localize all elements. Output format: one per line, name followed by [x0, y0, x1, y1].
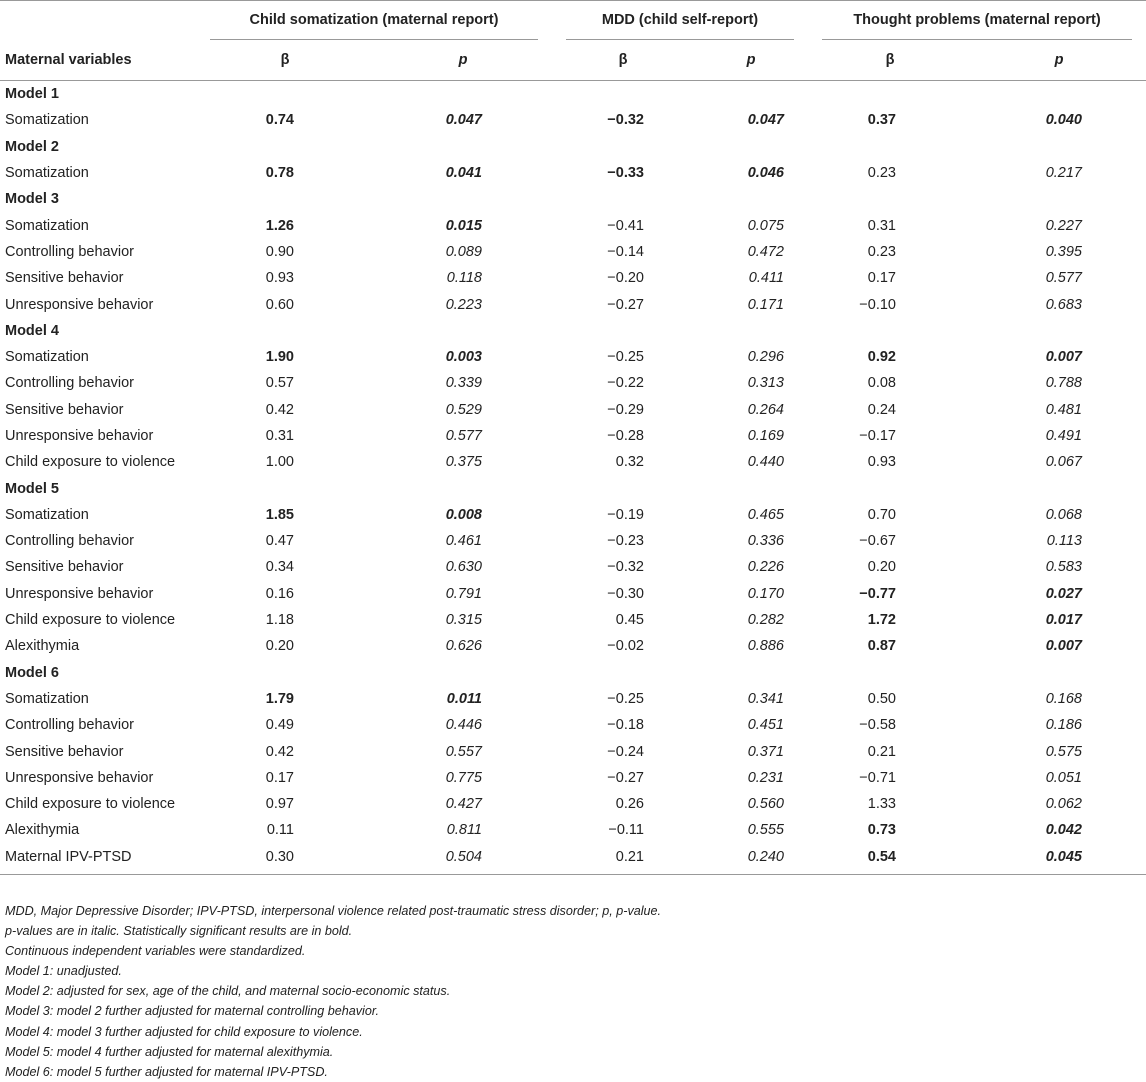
beta-cell: −0.58 — [859, 717, 896, 734]
variable-label: Sensitive behavior — [5, 743, 124, 760]
p-value-cell: 0.339 — [445, 375, 482, 392]
variable-label: Somatization — [5, 165, 89, 182]
beta-cell: 0.16 — [265, 585, 294, 602]
beta-cell: −0.29 — [607, 401, 644, 418]
beta-cell: 0.21 — [867, 743, 896, 760]
beta-cell: −0.22 — [607, 375, 644, 392]
beta-cell: 0.42 — [265, 743, 294, 760]
p-value-cell: 0.395 — [1045, 243, 1082, 260]
table-row — [0, 581, 1146, 607]
p-value-cell: 0.575 — [1045, 743, 1082, 760]
beta-cell: 0.32 — [615, 454, 644, 471]
group-header-thought-problems — [808, 0, 1146, 40]
variable-label: Somatization — [5, 112, 89, 129]
model-header-row — [0, 660, 1146, 686]
beta-cell: −0.67 — [859, 533, 896, 550]
beta-cell: 0.47 — [265, 533, 294, 550]
beta-cell: 0.50 — [867, 690, 896, 707]
table-body — [0, 81, 1146, 875]
p-value-cell: 0.113 — [1046, 533, 1082, 550]
p-value-cell: 0.411 — [748, 270, 784, 287]
p-value-cell: 0.011 — [446, 690, 482, 707]
variable-label: Unresponsive behavior — [5, 296, 154, 313]
beta-header: β — [552, 40, 694, 81]
p-value-cell: 0.577 — [445, 428, 482, 444]
footnote-line: Model 2: adjusted for sex, age of the child, and maternal socio-economic status. — [5, 984, 451, 999]
beta-cell: 0.24 — [867, 401, 896, 418]
variable-label: Controlling behavior — [5, 533, 134, 550]
p-value-cell: 0.791 — [445, 585, 482, 602]
beta-cell: −0.32 — [607, 112, 644, 129]
beta-cell: 0.20 — [265, 638, 294, 655]
beta-cell: 0.73 — [867, 822, 896, 839]
p-value-cell: 0.440 — [747, 454, 784, 471]
p-value-cell: 0.047 — [445, 112, 482, 129]
p-value-cell: 0.465 — [747, 506, 784, 523]
beta-cell: −0.27 — [607, 296, 644, 313]
beta-cell: 0.57 — [265, 375, 294, 392]
beta-cell: −0.20 — [607, 270, 644, 287]
beta-header: β — [808, 40, 972, 81]
table-row — [0, 528, 1146, 554]
beta-cell: −0.33 — [607, 165, 644, 182]
p-value-cell: 0.003 — [445, 349, 482, 366]
beta-cell: 0.78 — [265, 165, 294, 182]
p-value-cell: 0.313 — [747, 375, 784, 392]
p-value-cell: 0.227 — [1045, 217, 1082, 234]
table-row — [0, 686, 1146, 712]
group-title: Child somatization (maternal report) — [249, 12, 499, 28]
p-header: p — [374, 40, 552, 81]
beta-cell: 0.70 — [867, 506, 896, 523]
beta-cell: 0.20 — [867, 559, 896, 576]
p-value-cell: 0.045 — [972, 844, 1146, 875]
variable-label: Somatization — [5, 349, 89, 366]
p-value-cell: 0.223 — [445, 296, 482, 313]
model-title: Model 4 — [5, 322, 59, 339]
variable-label: Unresponsive behavior — [5, 428, 154, 444]
p-value-cell: 0.775 — [445, 769, 482, 786]
beta-cell: 0.74 — [265, 112, 294, 129]
table-row — [0, 765, 1146, 791]
beta-cell: 0.08 — [867, 375, 896, 392]
variable-label: Sensitive behavior — [5, 401, 124, 418]
p-value-cell: 0.626 — [445, 638, 482, 655]
beta-cell: −0.71 — [859, 769, 896, 786]
beta-cell: 0.11 — [266, 822, 294, 839]
beta-cell: 0.26 — [615, 796, 644, 813]
group-title: MDD (child self-report) — [601, 12, 759, 28]
p-value-cell: 0.341 — [747, 690, 784, 707]
p-value-cell: 0.027 — [1045, 585, 1082, 602]
footnote-line: MDD, Major Depressive Disorder; IPV-PTSD, interpersonal violence related post-traumatic stress disorder; p, p-value. — [5, 904, 662, 918]
variable-label: Unresponsive behavior — [5, 769, 154, 786]
p-value-cell: 0.068 — [1045, 506, 1082, 523]
p-value-cell: 0.491 — [1045, 428, 1082, 444]
p-value-cell: 0.062 — [1045, 796, 1082, 813]
beta-cell: 1.18 — [265, 612, 294, 629]
table-row — [0, 291, 1146, 317]
model-header-row — [0, 318, 1146, 344]
variable-label: Sensitive behavior — [5, 270, 124, 287]
table-row — [0, 239, 1146, 265]
top-rule — [0, 0, 1146, 1]
p-value-cell: 0.007 — [1045, 349, 1082, 366]
beta-cell: 0.92 — [867, 349, 896, 366]
p-value-cell: 0.040 — [1045, 112, 1082, 129]
table-footnotes — [5, 901, 1135, 1082]
beta-cell: −0.11 — [608, 822, 644, 839]
p-value-cell: 0.067 — [1045, 454, 1082, 471]
p-value-cell: 0.630 — [445, 559, 482, 576]
p-value-cell: 0.461 — [445, 533, 482, 550]
beta-cell: −0.77 — [859, 585, 896, 602]
variable-label: Sensitive behavior — [5, 559, 124, 576]
beta-cell: 0.17 — [265, 769, 294, 786]
beta-cell: −0.32 — [607, 559, 644, 576]
variable-label: Unresponsive behavior — [5, 585, 154, 602]
p-value-cell: 0.683 — [1045, 296, 1082, 313]
table-row — [0, 160, 1146, 186]
p-value-cell: 0.118 — [446, 270, 482, 287]
p-value-cell: 0.315 — [445, 612, 482, 629]
table-row — [0, 502, 1146, 528]
p-value-cell: 0.075 — [747, 217, 784, 234]
p-value-cell: 0.375 — [445, 454, 482, 471]
p-value-cell: 0.427 — [445, 796, 482, 813]
model-title: Model 6 — [5, 664, 59, 681]
beta-cell: 1.85 — [265, 506, 294, 523]
beta-cell: −0.27 — [607, 769, 644, 786]
p-value-cell: 0.042 — [1045, 822, 1082, 839]
model-title: Model 3 — [5, 191, 59, 208]
header-spacer — [0, 0, 196, 40]
p-value-cell: 0.472 — [747, 243, 784, 260]
variable-label: Alexithymia — [5, 822, 80, 839]
footnote-line: Model 5: model 4 further adjusted for maternal alexithymia. — [5, 1044, 334, 1059]
beta-header: β — [196, 40, 374, 81]
p-value-cell: 0.168 — [1045, 690, 1082, 707]
p-value-cell: 0.240 — [694, 844, 808, 875]
variable-label: Child exposure to violence — [5, 796, 176, 813]
p-header: p — [972, 40, 1146, 81]
beta-cell: 1.00 — [265, 454, 294, 471]
p-value-cell: 0.051 — [1045, 769, 1082, 786]
p-value-cell: 0.007 — [1045, 638, 1082, 655]
table-row — [0, 817, 1146, 843]
p-header: p — [694, 40, 808, 81]
variable-label: Controlling behavior — [5, 717, 134, 734]
table-row — [0, 212, 1146, 238]
beta-cell: −0.23 — [607, 533, 644, 550]
beta-cell: 0.97 — [265, 796, 294, 813]
beta-cell: −0.28 — [607, 428, 644, 444]
footnote-line: Model 6: model 5 further adjusted for maternal IPV-PTSD. — [5, 1064, 328, 1079]
beta-cell: 0.30 — [196, 844, 374, 875]
beta-cell: 0.23 — [867, 243, 896, 260]
p-value-cell: 0.555 — [747, 822, 784, 839]
beta-cell: −0.25 — [607, 349, 644, 366]
p-value-cell: 0.089 — [445, 243, 482, 260]
p-value-cell: 0.811 — [446, 822, 482, 839]
variable-label: Child exposure to violence — [5, 454, 176, 471]
p-value-cell: 0.047 — [747, 112, 784, 129]
table-row — [0, 738, 1146, 764]
model-title: Model 2 — [5, 138, 59, 155]
p-value-cell: 0.557 — [445, 743, 482, 760]
beta-cell: 0.45 — [615, 612, 644, 629]
beta-cell: 0.31 — [867, 217, 896, 234]
table-row — [0, 107, 1146, 133]
table-row — [0, 397, 1146, 423]
beta-cell: 0.93 — [867, 454, 896, 471]
p-value-cell: 0.451 — [747, 717, 784, 734]
variable-label: Somatization — [5, 217, 89, 234]
table-row — [0, 344, 1146, 370]
model-header-row — [0, 475, 1146, 501]
variable-label: Alexithymia — [5, 638, 80, 655]
beta-cell: 0.31 — [265, 428, 294, 444]
variable-label: Controlling behavior — [5, 243, 134, 260]
beta-cell: 0.42 — [265, 401, 294, 418]
beta-cell: 1.72 — [867, 612, 896, 629]
footnote-line: Model 1: unadjusted. — [5, 964, 122, 979]
beta-cell: 0.23 — [867, 165, 896, 182]
beta-cell: 1.33 — [867, 796, 896, 813]
table-row — [0, 370, 1146, 396]
beta-cell: 0.54 — [808, 844, 972, 875]
p-value-cell: 0.046 — [747, 165, 784, 182]
beta-cell: 1.79 — [265, 690, 294, 707]
beta-cell: 0.90 — [265, 243, 294, 260]
variable-label: Controlling behavior — [5, 375, 134, 392]
beta-cell: 0.87 — [867, 638, 896, 655]
table-row — [0, 423, 1146, 449]
p-value-cell: 0.171 — [747, 296, 784, 313]
footnote-line: p-values are in italic. Statistically significant results are in bold. — [5, 924, 353, 939]
beta-cell: −0.25 — [607, 690, 644, 707]
group-header-child-somatization — [196, 0, 552, 40]
p-value-cell: 0.015 — [445, 217, 482, 234]
table-row — [0, 712, 1146, 738]
p-value-cell: 0.886 — [747, 638, 784, 655]
table-row — [0, 554, 1146, 580]
p-value-cell: 0.226 — [747, 559, 784, 576]
model-header-row — [0, 186, 1146, 212]
p-value-cell: 0.371 — [747, 743, 784, 760]
beta-cell: −0.41 — [607, 217, 644, 234]
variable-label: Maternal IPV-PTSD — [0, 844, 196, 875]
beta-cell: 1.90 — [265, 349, 294, 366]
beta-cell: 1.26 — [265, 217, 294, 234]
footnote-line: Model 4: model 3 further adjusted for child exposure to violence. — [5, 1024, 363, 1039]
p-value-cell: 0.170 — [747, 585, 784, 602]
footnote-line: Model 3: model 2 further adjusted for maternal controlling behavior. — [5, 1004, 380, 1019]
variable-label: Somatization — [5, 690, 89, 707]
beta-cell: −0.30 — [607, 585, 644, 602]
p-value-cell: 0.481 — [1045, 401, 1082, 418]
beta-cell: 0.21 — [552, 844, 694, 875]
p-value-cell: 0.169 — [747, 428, 784, 444]
p-value-cell: 0.264 — [747, 401, 784, 418]
beta-cell: 0.93 — [265, 270, 294, 287]
beta-cell: −0.10 — [859, 296, 896, 313]
group-title: Thought problems (maternal report) — [853, 12, 1101, 28]
table-row — [0, 265, 1146, 291]
table-row — [0, 844, 1146, 875]
p-value-cell: 0.231 — [747, 769, 784, 786]
p-value-cell: 0.446 — [445, 717, 482, 734]
footnote-line: Continuous independent variables were standardized. — [5, 944, 306, 959]
p-value-cell: 0.788 — [1045, 375, 1082, 392]
group-header-mdd — [552, 0, 808, 40]
model-title: Model 1 — [5, 86, 59, 103]
model-header-row — [0, 134, 1146, 160]
beta-cell: −0.17 — [859, 428, 896, 444]
model-title: Model 5 — [5, 480, 59, 497]
table-row — [0, 607, 1146, 633]
table-row — [0, 791, 1146, 817]
p-value-cell: 0.504 — [374, 844, 552, 875]
beta-cell: −0.18 — [607, 717, 644, 734]
p-value-cell: 0.577 — [1045, 270, 1082, 287]
p-value-cell: 0.336 — [747, 533, 784, 550]
beta-cell: 0.37 — [867, 112, 896, 129]
p-value-cell: 0.583 — [1045, 559, 1082, 576]
p-value-cell: 0.296 — [747, 349, 784, 366]
p-value-cell: 0.041 — [445, 165, 482, 182]
table-row — [0, 633, 1146, 659]
p-value-cell: 0.017 — [1045, 612, 1082, 629]
p-value-cell: 0.529 — [445, 401, 482, 418]
row-label-header: Maternal variables — [0, 40, 196, 81]
p-value-cell: 0.217 — [1045, 165, 1082, 182]
table-header — [0, 0, 1146, 81]
beta-cell: −0.24 — [607, 743, 644, 760]
beta-cell: 0.17 — [867, 270, 896, 287]
variable-label: Somatization — [5, 506, 89, 523]
beta-cell: −0.02 — [607, 638, 644, 655]
p-value-cell: 0.282 — [747, 612, 784, 629]
variable-label: Child exposure to violence — [5, 612, 176, 629]
beta-cell: 0.60 — [265, 296, 294, 313]
p-value-cell: 0.008 — [445, 506, 482, 523]
beta-cell: 0.34 — [265, 559, 294, 576]
model-header-row — [0, 81, 1146, 108]
table-row — [0, 449, 1146, 475]
beta-cell: 0.49 — [265, 717, 294, 734]
beta-cell: −0.19 — [607, 506, 644, 523]
p-value-cell: 0.186 — [1045, 717, 1082, 734]
p-value-cell: 0.560 — [747, 796, 784, 813]
beta-cell: −0.14 — [607, 243, 644, 260]
